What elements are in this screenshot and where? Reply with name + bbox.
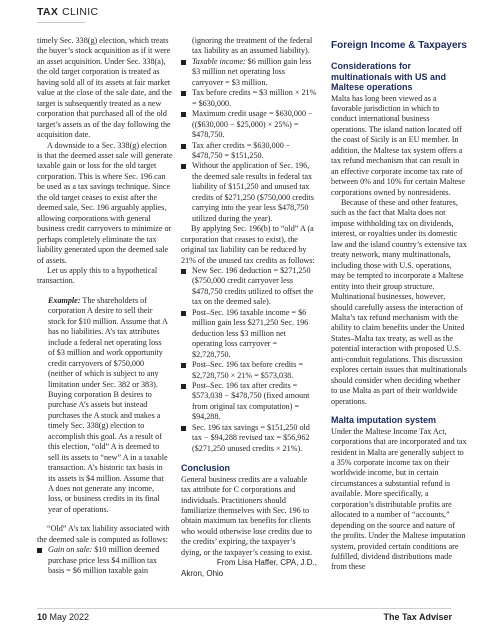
list-item-lead: Gain on sale:	[48, 545, 93, 555]
list-item-lead: Taxable income:	[192, 56, 246, 66]
paragraph: timely Sec. 338(g) election, which treats the buyer’s stock acquisition as if it were an asset acquisition. Under Sec. 338(a), the old target corporation is treated as having sold all of its assets at fair market value at the close of the sale date, and the target is subsequently treated as a new corporation that purchased all of the old target’s assets as of the day following the acquisition date.	[37, 36, 172, 140]
example-body: The shareholders of corporation A desire to sell their stock for $10 million. Assume that A has no liabilities. A’s tax attributes include a federal net operating loss of $3 million and work opportunity credit carryovers of $750,000 (neither of which is subject to any limitation under Sec. 382 or 383). Buying corporation B desires to purchase A’s assets but instead purchases the A stock and makes a timely Sec. 338(g) election to accomplish this goal. As a result of this election, “old” A is deemed to sell its assets to “new” A in a taxable transaction. A’s historic tax basis in its assets is $4 million. Assume that A does not generate any income, loss, or business credits in its final year of operations.	[48, 295, 168, 514]
section-header-tax: TAX	[37, 6, 59, 18]
paragraph: “Old” A’s tax liability associated with the deemed sale is computed as follows:	[37, 524, 170, 544]
list-item: Post–Sec. 196 tax after credits = $573,038 − $478,750 (fixed amount from original tax computation) = $94,288.	[181, 381, 317, 423]
footer-rule	[37, 608, 452, 609]
column-2	[181, 36, 317, 579]
list-item: Tax after credits = $630,000 − $478,750 = $151,250.	[181, 141, 317, 162]
issue-date: May 2022	[49, 612, 90, 622]
paragraph: Under the Maltese Income Tax Act, corporations that are incorporated and tax resident in Malta are generally subject to a 35% corporate income tax on their worldwide income, but in certain circumstances a substantial refund is available. More specifically, a corporation’s distributable profits are allocated to a number of “accounts,” depending on the source and nature of the profits. Under the Maltese imputation system, provided certain conditions are fulfilled, dividend distributions made from these	[331, 426, 467, 572]
header-rule	[37, 22, 85, 23]
list-item	[181, 57, 317, 88]
column-1	[37, 36, 173, 577]
list-continuation: (ignoring the treatment of the federal tax liability as an assumed liability).	[192, 36, 313, 56]
list-item: Without the application of Sec. 196, the deemed sale results in federal tax liability of $151,250 and unused tax credits of $271,250 ($750,000 credits carrying into the year less $478,750 utilized during the year).	[181, 161, 317, 224]
list-item-body: $10 million deemed purchase price less $4 million tax basis = $6 million taxable gain	[48, 545, 160, 576]
section-header-clinic: CLINIC	[62, 6, 99, 18]
footer-left	[37, 612, 89, 622]
calc-list	[181, 266, 317, 454]
list-item: Post–Sec. 196 tax before credits = $2,728,750 × 21% = $573,038.	[181, 360, 317, 381]
example-block	[37, 296, 173, 516]
paragraph: Malta has long been viewed as a favorable jurisdiction in which to conduct international business operations. The island nation located off the coast of Sicily is an EU member. In addition, the Maltese tax system offers a tax refund mechanism that can result in an effective corporate income tax rate of between 0% and 10% for certain Maltese corporations owned by nonresidents.	[331, 93, 466, 197]
list-item: Post–Sec. 196 taxable income = $6 million gain less $271,250 Sec. 196 deduction less $3 million net operating loss carryover = $2,728,750.	[181, 308, 317, 360]
list-item-body: $6 million gain less $3 million net operating loss carryover = $3 million.	[192, 56, 312, 87]
paragraph: Let us apply this to a hypothetical transaction.	[37, 265, 158, 286]
calc-list	[181, 57, 317, 224]
list-item	[37, 545, 173, 576]
paragraph: By applying Sec. 196(b) to “old” A (a corporation that ceases to exist), the original tax liability can be reduced by 21% of the unused tax credits as follows:	[181, 224, 315, 265]
paragraph: Because of these and other features, such as the fact that Malta does not impose withholding tax on dividends, interest, or royalties under its domestic law and the island country’s extensive tax treaty network, many multinationals, including those with U.S. operations, may be tempted to incorporate a Maltese entity into their group structure. Multinational businesses, however, should carefully assess the interaction of Malta’s tax refund mechanism with the ability to claim benefits under the United States–Malta tax treaty, as well as the potential interaction with proposed U.S. anti-conduit regulations. This discussion explores certain issues that multinationals should consider when deciding whether to use Malta as part of their worldwide operations.	[331, 198, 467, 406]
page-number: 10	[37, 612, 48, 622]
column-3	[331, 36, 467, 573]
subheading: Considerations for multinationals with US and Maltese operations	[331, 61, 447, 92]
subheading: Malta imputation system	[331, 415, 437, 426]
list-item: New Sec. 196 deduction = $271,250 ($750,000 credit carryover less $478,750 credits utilized to offset the tax on the deemed sale).	[181, 266, 317, 308]
list-item: Maximum credit usage = $630,000 − (($630,000 − $25,000) × 25%) = $478,750.	[181, 109, 317, 140]
list-item: Sec. 196 tax savings = $151,250 old tax − $94,288 revised tax = $56,962 ($271,250 unused credits × 21%).	[181, 423, 317, 454]
paragraph: General business credits are a valuable tax attribute for C corporations and individuals. Practitioners should familiarize themselves with Sec. 196 to obtain maximum tax benefits for clients who would otherwise lose credits due to the credits’ expiring, the taxpayer’s dying, or the taxpayer’s ceasing to exist.	[181, 474, 313, 557]
calc-list	[37, 545, 173, 576]
author-city: Akron, Ohio	[181, 568, 224, 578]
paragraph: A downside to a Sec. 338(g) election is that the deemed asset sale will generate taxable gain or loss for the old target corporation. This is where Sec. 196 can be used as a tax savings technique. Since the old target ceases to exist after the deemed sale, Sec. 196 arguably applies, allowing corporations with general business credit carryovers to minimize or perhaps completely eliminate the tax liability generated upon the deemed sale of assets.	[37, 140, 173, 265]
conclusion-heading: Conclusion	[181, 463, 230, 474]
section-header	[37, 6, 98, 30]
list-item: Tax before credits = $3 million × 21% = $630,000.	[181, 88, 317, 109]
author-signature: From Lisa Haffer, CPA, J.D.,	[216, 558, 317, 568]
publication-name: The Tax Adviser	[383, 612, 452, 622]
example-lead: Example:	[48, 295, 81, 305]
section-heading: Foreign Income & Taxpayers	[331, 40, 467, 51]
